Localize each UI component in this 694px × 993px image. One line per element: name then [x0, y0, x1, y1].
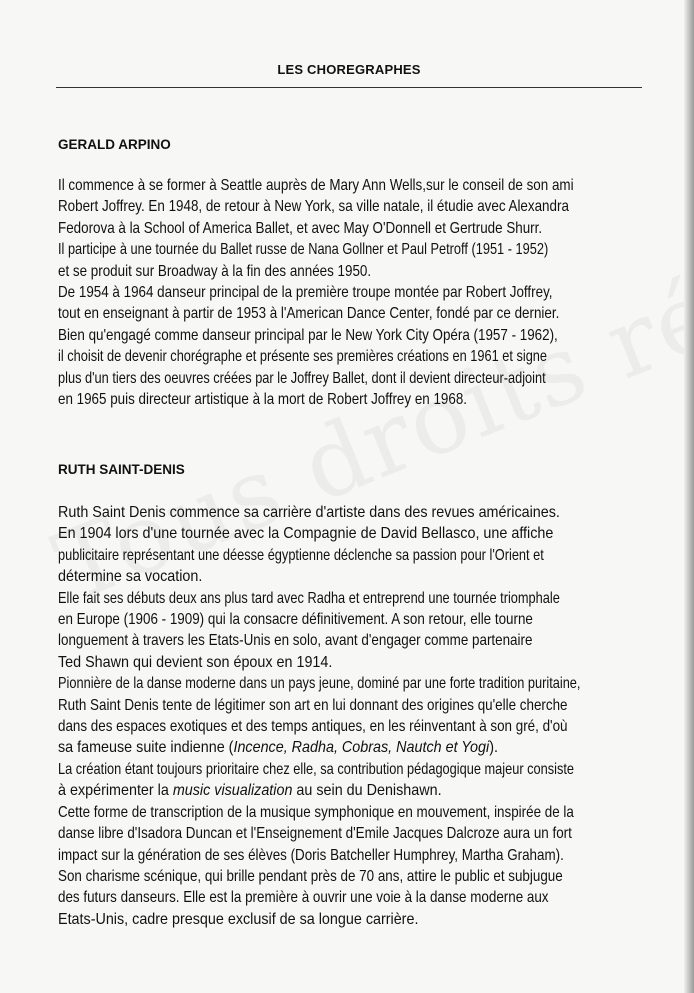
text-line: tout en enseignant à partir de 1953 à l'American Dance Center, fondé par ce dernier. [58, 305, 560, 323]
italic-run: Incence, Radha, Cobras, Nautch et Yogi [233, 739, 490, 757]
text-line: impact sur la génération de ses élèves (Doris Batcheller Humphrey, Martha Graham). [58, 846, 564, 864]
text-line: Cette forme de transcription de la musique symphonique en mouvement, inspirée de la [58, 803, 574, 821]
text-line: Ruth Saint Denis tente de légitimer son art en lui donnant des origines qu'elle cherche [58, 696, 568, 714]
section-body-arpino [58, 175, 646, 410]
italic-run: music visualization [172, 782, 293, 800]
text-line: en 1965 puis directeur artistique à la mort de Robert Joffrey en 1968. [58, 391, 468, 409]
running-title: LES CHOREGRAPHES [277, 62, 421, 77]
text-line: Etats-Unis, cadre presque exclusif de sa longue carrière. [58, 910, 419, 928]
text-line: et se produit sur Broadway à la fin des années 1950. [58, 262, 372, 280]
text-line: Ted Shawn qui devient son époux en 1914. [58, 653, 333, 671]
text-line [58, 780, 599, 801]
section-body-saint-denis [58, 502, 646, 930]
text-line: Il participe à une tournée du Ballet russe de Nana Gollner et Paul Petroff (1951 - 1952) [58, 241, 549, 259]
text-line [58, 737, 599, 758]
text-line: Elle fait ses débuts deux ans plus tard avec Radha et entreprend une tournée triomphale [58, 589, 560, 607]
header-rule [56, 87, 642, 88]
text-line: Robert Joffrey. En 1948, de retour à New York, sa ville natale, il étudie avec Alexandra [58, 198, 569, 216]
text-run: au sein du Denishawn. [292, 782, 442, 800]
text-line: La création étant toujours prioritaire chez elle, sa contribution pédagogique majeur consiste [58, 760, 575, 778]
text-line: Fedorova à la School of America Ballet, et avec May O'Donnell et Gertrude Shurr. [58, 219, 543, 237]
text-line: publicitaire représentant une déesse égyptienne déclenche sa passion pour l'Orient et [58, 546, 544, 564]
text-line: Ruth Saint Denis commence sa carrière d'artiste dans des revues américaines. [58, 504, 560, 521]
text-line: en Europe (1906 - 1909) qui la consacre définitivement. A son retour, elle tourne [58, 611, 533, 629]
text-line: danse libre d'Isadora Duncan et l'Enseignement d'Emile Jacques Dalcroze aura un fort [58, 825, 572, 843]
text-line: détermine sa vocation. [58, 568, 203, 586]
text-line: Il commence à se former à Seattle auprès de Mary Ann Wells,sur le conseil de son ami [58, 177, 574, 194]
text-line: En 1904 lors d'une tournée avec la Compagnie de David Bellasco, une affiche [58, 525, 554, 543]
section-title-arpino: GERALD ARPINO [58, 137, 171, 152]
text-line: plus d'un tiers des oeuvres créées par le Joffrey Ballet, dont il devient directeur-adjoint [58, 369, 546, 387]
text-line: il choisit de devenir chorégraphe et présente ses premières créations en 1961 et signe [58, 348, 548, 366]
text-line: des futurs danseurs. Elle est la première à ouvrir une voie à la danse moderne aux [58, 889, 549, 907]
text-line: longuement à travers les Etats-Unis en solo, avant d'engager comme partenaire [58, 632, 533, 650]
page-edge-shadow [684, 0, 694, 993]
text-run: sa fameuse suite indienne ( [58, 739, 234, 757]
text-line: Bien qu'engagé comme danseur principal par le New York City Opéra (1957 - 1962), [58, 326, 558, 344]
text-line: dans des espaces exotiques et des temps antiques, en les réinventant à son gré, d'où [58, 718, 568, 736]
text-run: ). [489, 739, 498, 757]
text-line: De 1954 à 1964 danseur principal de la première troupe montée par Robert Joffrey, [58, 284, 553, 302]
text-run: à expérimenter la [58, 782, 173, 800]
text-line: Son charisme scénique, qui brille pendant près de 70 ans, attire le public et subjugue [58, 867, 563, 885]
text-line: Pionnière de la danse moderne dans un pays jeune, dominé par une forte tradition puritaine, [58, 675, 581, 693]
section-title-saint-denis: RUTH SAINT-DENIS [58, 462, 185, 477]
